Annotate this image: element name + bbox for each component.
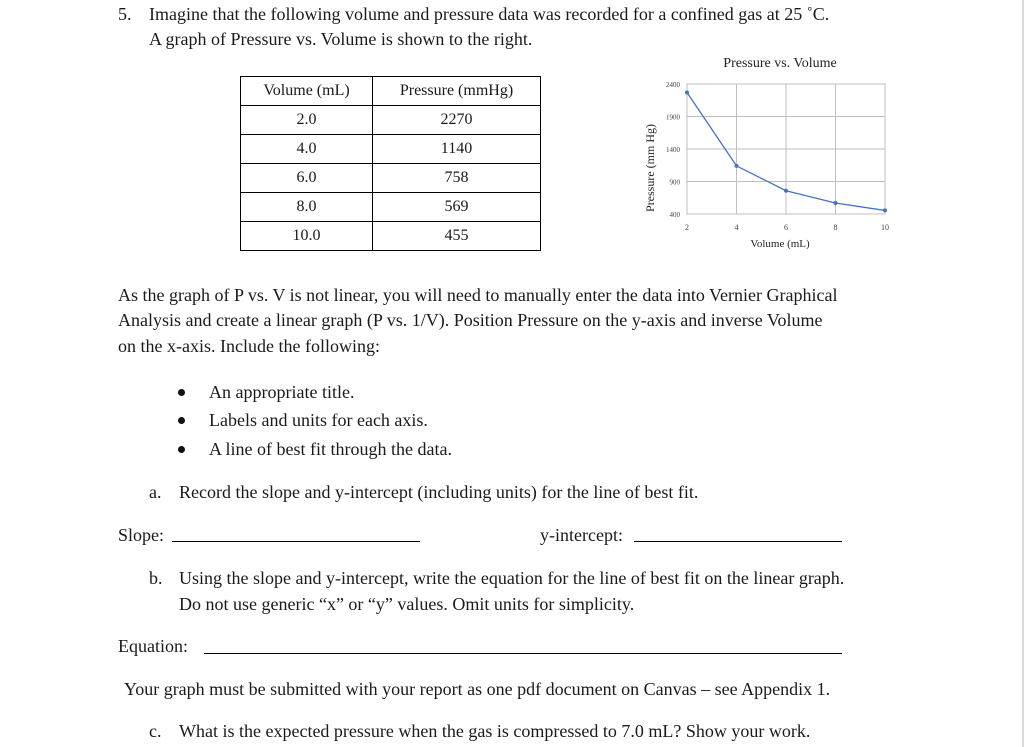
bullet-item: An appropriate title. bbox=[209, 382, 355, 402]
part-c-label: c. bbox=[149, 721, 162, 741]
table-cell-pressure: 758 bbox=[373, 164, 541, 193]
bullet-icon bbox=[178, 446, 185, 453]
chart-x-tick-label: 10 bbox=[881, 223, 889, 232]
chart-x-tick-label: 6 bbox=[784, 223, 788, 232]
chart-data-point bbox=[685, 90, 689, 94]
chart-x-tick-label: 2 bbox=[685, 223, 689, 232]
bullet-item: A line of best fit through the data. bbox=[209, 439, 452, 459]
question-text-line2: A graph of Pressure vs. Volume is shown to the right. bbox=[149, 29, 533, 49]
chart-y-tick-label: 400 bbox=[669, 211, 680, 219]
table-header-volume: Volume (mL) bbox=[241, 77, 373, 106]
chart-data-point bbox=[735, 164, 739, 168]
instructions-line3: on the x-axis. Include the following: bbox=[118, 336, 380, 356]
table-row bbox=[241, 106, 541, 135]
table-cell-pressure: 1140 bbox=[373, 135, 541, 164]
equation-label: Equation: bbox=[118, 636, 188, 656]
table-row bbox=[241, 222, 541, 251]
part-b-text-line1: Using the slope and y-intercept, write the equation for the line of best fit on the linear graph. bbox=[179, 568, 845, 588]
chart-y-tick-label: 900 bbox=[669, 178, 680, 187]
table-cell-pressure: 455 bbox=[373, 222, 541, 251]
table-cell-volume: 8.0 bbox=[241, 193, 373, 222]
instructions-line1: As the graph of P vs. V is not linear, you will need to manually enter the data into Vernier Graphical bbox=[118, 285, 838, 305]
chart-y-tick-label: 2400 bbox=[666, 81, 680, 89]
table-cell-volume: 4.0 bbox=[241, 135, 373, 164]
data-table bbox=[240, 76, 541, 251]
part-c-text: What is the expected pressure when the gas is compressed to 7.0 mL? Show your work. bbox=[179, 721, 811, 741]
table-row bbox=[241, 164, 541, 193]
part-a-text: Record the slope and y-intercept (including units) for the line of best fit. bbox=[179, 482, 699, 502]
chart-x-tick-label: 8 bbox=[833, 223, 838, 232]
chart-y-axis-label: Pressure (mm Hg) bbox=[643, 124, 657, 212]
instructions-line2: Analysis and create a linear graph (P vs. 1/V). Position Pressure on the y-axis and inverse Volume bbox=[118, 310, 823, 330]
table-header-row bbox=[241, 77, 541, 106]
chart-data-point bbox=[784, 189, 788, 193]
chart-data-point bbox=[883, 208, 887, 212]
equation-answer-blank[interactable] bbox=[204, 653, 842, 654]
intercept-answer-blank[interactable] bbox=[634, 541, 842, 542]
table-row bbox=[241, 135, 541, 164]
slope-label: Slope: bbox=[118, 525, 165, 545]
bullet-item: Labels and units for each axis. bbox=[209, 410, 428, 430]
bullet-icon bbox=[178, 389, 185, 396]
pressure-volume-chart bbox=[630, 50, 910, 260]
chart-x-tick-label: 4 bbox=[734, 223, 739, 232]
part-b-label: b. bbox=[149, 568, 163, 588]
bullet-icon bbox=[178, 417, 185, 424]
chart-y-tick-label: 1900 bbox=[666, 113, 680, 122]
table-cell-volume: 2.0 bbox=[241, 106, 373, 135]
chart-title: Pressure vs. Volume bbox=[723, 56, 837, 71]
chart-x-axis-label: Volume (mL) bbox=[750, 238, 810, 250]
intercept-label: y-intercept: bbox=[540, 525, 623, 545]
table-cell-volume: 6.0 bbox=[241, 164, 373, 193]
submission-note: Your graph must be submitted with your report as one pdf document on Canvas – see Appendix 1. bbox=[124, 679, 831, 699]
table-cell-pressure: 2270 bbox=[373, 106, 541, 135]
table-header-pressure: Pressure (mmHg) bbox=[373, 77, 541, 106]
table-cell-pressure: 569 bbox=[373, 193, 541, 222]
slope-answer-blank[interactable] bbox=[172, 541, 420, 542]
chart-data-point bbox=[834, 201, 838, 205]
question-text-line1: Imagine that the following volume and pressure data was recorded for a confined gas at 25 ˚C. bbox=[149, 4, 830, 24]
table-row bbox=[241, 193, 541, 222]
part-b-text-line2: Do not use generic “x” or “y” values. Omit units for simplicity. bbox=[179, 594, 635, 614]
part-a-label: a. bbox=[149, 482, 162, 502]
chart-y-tick-label: 1400 bbox=[666, 146, 680, 154]
question-number: 5. bbox=[118, 4, 132, 24]
table-cell-volume: 10.0 bbox=[241, 222, 373, 251]
